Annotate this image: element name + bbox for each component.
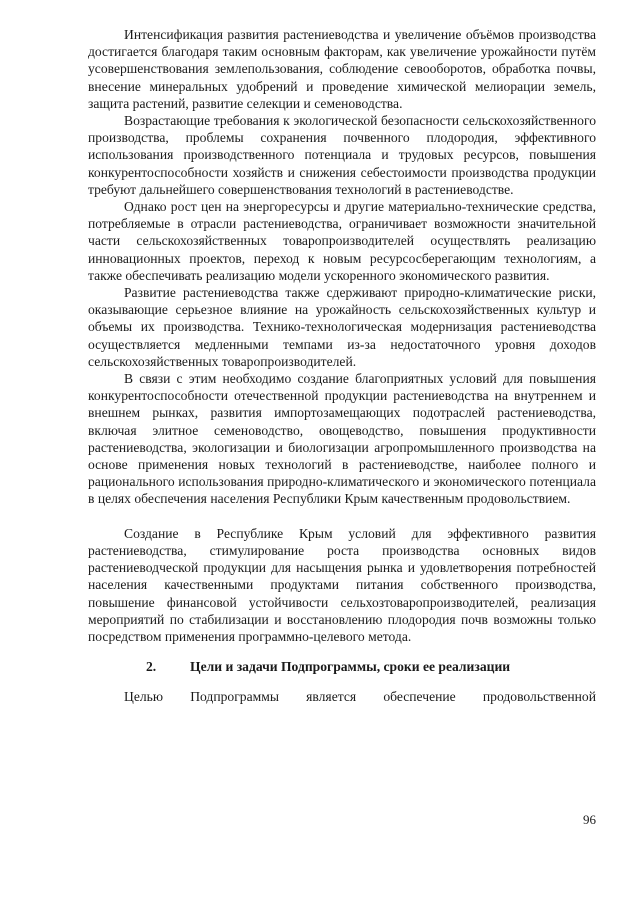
section-number: 2.	[146, 659, 157, 675]
paragraph-crimea-conditions: Создание в Республике Крым условий для эффективного развития растениеводства, стимулирование роста производства основных видов растениеводческой продукции для насыщения рынка и удовлетворения потребностей населения качественными продуктами питания собственного производства, повышение финансовой устойчивости сельхозтоваропроизводителей, реализация мероприятий по стабилизации и восстановлению плодородия почв возможны только посредством применения программно-целевого метода.	[88, 525, 596, 644]
paragraph-intensification: Интенсификация развития растениеводства и увеличение объёмов производства достигается благодаря таким основным факторам, как увеличение урожайности путём усовершенствования землепользования, соблюдение севооборотов, обработка почвы, внесение минеральных удобрений и проведение химической мелиорации земель, защита растений, развитие селекции и семеноводства.	[88, 27, 596, 111]
paragraph-goal-start: Целью Подпрограммы является обеспечение продовольственной	[124, 689, 596, 705]
paragraph-energy-prices: Однако рост цен на энергоресурсы и другие материально-технические средства, потребляемые в отрасли растениеводства, ограничивает возможности значительной части сельскохозяйственных товаропроизводителей осуществлять реализацию инновационных проектов, переход к новым ресурсосберегающим технологиям, а также обеспечивать реализацию модели ускоренного экономического развития.	[88, 199, 596, 283]
paragraph-gap	[88, 508, 596, 525]
section-title: Цели и задачи Подпрограммы, сроки ее реализации	[190, 659, 511, 675]
paragraph-ecological-requirements: Возрастающие требования к экологической безопасности сельскохозяйственного производства, проблемы сохранения почвенного плодородия, эффективного использования производственного потенциала и трудовых ресурсов, повышения конкурентоспособности хозяйств и снижения себестоимости производства продукции требуют дальнейшего совершенствования технологий в растениеводстве.	[88, 113, 596, 197]
paragraph-favorable-conditions: В связи с этим необходимо создание благоприятных условий для повышения конкурентоспособности отечественной продукции растениеводства на внутреннем и внешнем рынках, развития импортозамещающих подотраслей растениеводства, включая элитное семеноводство, овощеводство, повышения продуктивности растениеводства, экологизации и биологизации агропромышленного производства на основе применения новых технологий в растениеводстве, наиболее полного и рационального использования природно-климатического и экономического потенциала в целях обеспечения населения Республики Крым качественным продовольствием.	[88, 371, 596, 507]
paragraph-climate-risks: Развитие растениеводства также сдерживают природно-климатические риски, оказывающие серьезное влияние на урожайность сельскохозяйственных культур и объемы их производства. Технико-технологическая модернизация растениеводства осуществляется медленными темпами из-за недостаточного уровня доходов сельскохозяйственных товаропроизводителей.	[88, 285, 596, 369]
section-heading	[88, 658, 596, 675]
page-number: 96	[583, 812, 596, 827]
body-text	[88, 26, 596, 706]
